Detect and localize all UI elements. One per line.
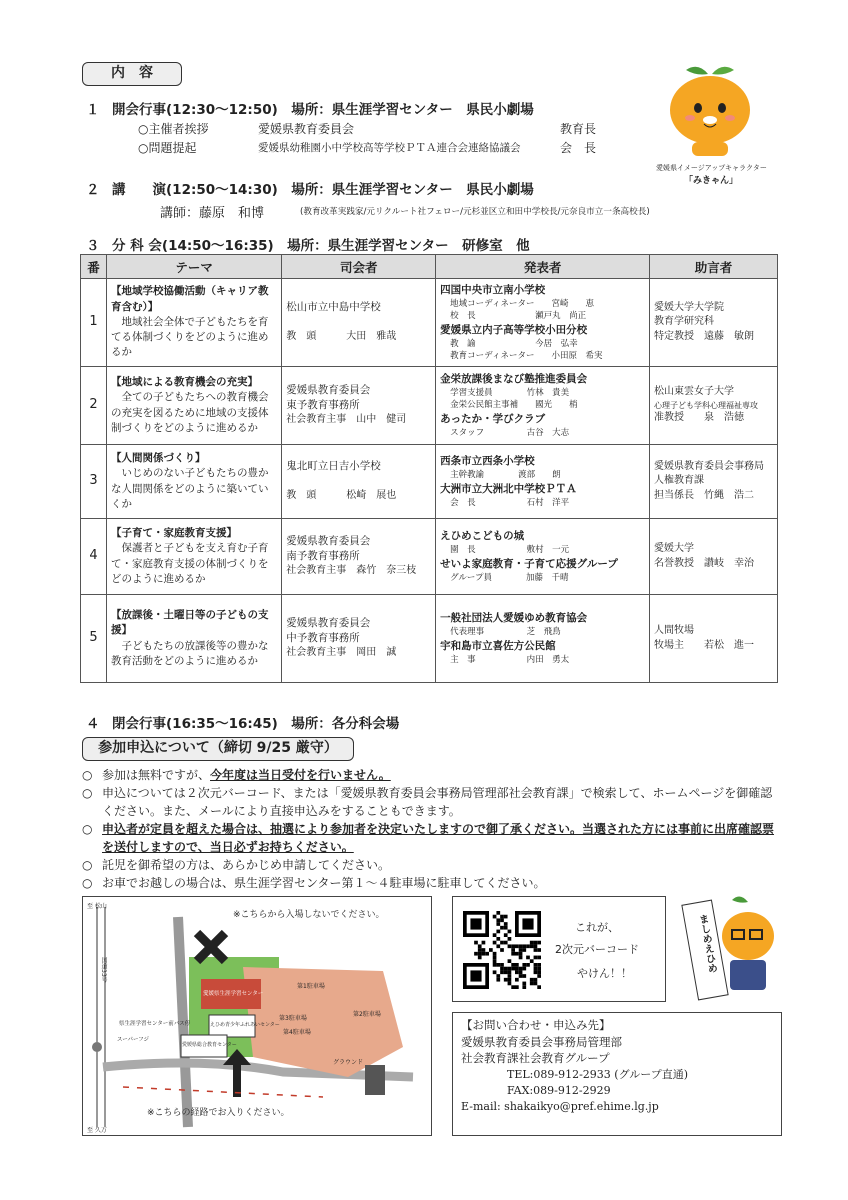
note-part: 申込については２次元バーコード、または「愛媛県教育委員会事務局管理部社会教育課」で検索して、ホームページを御確認ください。また、メールにより直接申込みをすることもできます。: [102, 786, 773, 818]
map-route33: 国道33号: [100, 957, 107, 983]
presenter-line: 金栄放課後まなび塾推進委員会: [440, 372, 588, 385]
host-line: 鬼北町立日吉小学校: [286, 459, 381, 472]
presenter-line: 金栄公民館主事補 國光 梢: [450, 400, 578, 411]
map-p3: 第3駐車場: [279, 1015, 307, 1022]
mascot-icon: [656, 60, 766, 160]
header-advisor: 助言者: [650, 255, 778, 279]
note-part: 参加は無料ですが、: [102, 768, 211, 782]
host-line: 中予教育事務所: [286, 632, 360, 644]
apply-heading: 参加申込について（締切 9/25 厳守）: [82, 737, 354, 761]
section-2-num: ２: [86, 182, 100, 198]
map-supermarket: スーパーフジ: [117, 1037, 149, 1043]
note-part: 今年度は当日受付を行いません。: [210, 768, 391, 782]
presenter-line: 四国中央市立南小学校: [440, 283, 546, 296]
cell-host: [282, 519, 436, 595]
map-p2: 第2駐車場: [353, 1011, 381, 1018]
cell-num: 3: [81, 445, 107, 519]
note-part: お車でお越しの場合は、県生涯学習センター第１～４駐車場に駐車してください。: [102, 876, 546, 890]
table-row: [81, 595, 778, 683]
map-center: 愛媛県生涯学習センター: [203, 991, 264, 997]
theme-title: 【子育て・家庭教育支援】: [110, 527, 237, 540]
bullet-circle-icon: ○: [82, 786, 93, 800]
bullet-circle-icon: ○: [82, 768, 93, 782]
apply-note-text: [102, 820, 782, 856]
presenter-line: 愛媛県立内子高等学校小田分校: [440, 323, 588, 336]
cell-num: 5: [81, 595, 107, 683]
mascot-sign: [676, 892, 780, 1010]
apply-note-text: [102, 766, 391, 784]
qr-text-2: 2次元バーコード: [555, 943, 639, 956]
table-row: [81, 367, 778, 445]
apply-note-text: [102, 874, 546, 892]
advisor-line: 教育学研究科: [654, 316, 715, 328]
contact-tel: TEL:089-912-2933 (グループ直通): [507, 1068, 688, 1082]
qr-code-icon[interactable]: [463, 911, 541, 989]
presenter-line: 校 長 瀬戸丸 尚正: [450, 311, 587, 322]
contact-line2: 社会教育課社会教育グループ: [461, 1051, 610, 1066]
contact-line1: 愛媛県教育委員会事務局管理部: [461, 1034, 622, 1049]
presenter-line: 学習支援員 竹林 貴美: [450, 388, 570, 399]
cell-theme: [106, 279, 281, 367]
access-map: [82, 896, 432, 1136]
section-2-title: 講 演(12:50～14:30) 場所：県生涯学習センター 県民小劇場: [112, 182, 534, 198]
cell-presenter: [436, 367, 650, 445]
breakout-table: [80, 254, 778, 683]
apply-note: [82, 874, 782, 892]
cell-advisor: [650, 367, 778, 445]
s1-row2-role: 会 長: [560, 141, 597, 155]
map-p4: 第4駐車場: [283, 1029, 311, 1036]
apply-notes: [82, 766, 782, 892]
theme-title: 【放課後・土曜日等の子どもの支援】: [110, 609, 269, 637]
apply-note: [82, 856, 782, 874]
presenter-line: 西条市立西条小学校: [440, 454, 535, 467]
header-theme: テーマ: [106, 255, 281, 279]
theme-text: 保護者と子どもを支え育む子育て・家庭教育支援の体制づくりをどのように進めるか: [110, 542, 269, 585]
map-ground: グラウンド: [333, 1059, 364, 1066]
apply-note: [82, 766, 782, 784]
host-line: [286, 474, 431, 489]
map-to-kuma: 至 久万: [87, 1127, 107, 1134]
presenter-line: 園 長 敷村 一元: [450, 545, 570, 556]
presenter-line: 地域コーディネーター 宮崎 恵: [450, 298, 594, 309]
cell-num: 2: [81, 367, 107, 445]
host-line: 教 頭 松崎 展也: [286, 490, 397, 502]
presenter-line: 会 長 石村 洋平: [450, 497, 570, 508]
host-line: 教 頭 大田 雅哉: [286, 331, 397, 343]
cell-presenter: [436, 595, 650, 683]
presenter-line: 宇和島市立喜佐方公民館: [440, 639, 556, 652]
presenter-line: 主幹教諭 渡部 朗: [450, 470, 561, 481]
map-p1: 第1駐車場: [297, 983, 325, 990]
theme-text: 地域社会全体で子どもたちを育てる体制づくりをどのように進めるか: [110, 315, 269, 359]
table-row: [81, 279, 778, 367]
bullet-circle-icon: ○: [82, 876, 93, 890]
mascot-sign-icon: [676, 892, 780, 1010]
map-to-matsuyama: 至 松山: [87, 903, 107, 910]
advisor-line: 愛媛県教育委員会事務局: [654, 460, 765, 472]
apply-note: [82, 820, 782, 856]
section-1-title: 開会行事(12:30～12:50) 場所：県生涯学習センター 県民小劇場: [112, 102, 534, 118]
host-line: [286, 315, 431, 330]
presenter-line: 一般社団法人愛媛ゆめ教育協会: [440, 611, 588, 624]
advisor-line: 准教授 泉 浩徳: [654, 412, 745, 424]
advisor-line: 人権教育課: [654, 475, 705, 487]
header-host: 司会者: [282, 255, 436, 279]
cell-presenter: [436, 279, 650, 367]
host-line: 社会教育主事 岡田 誠: [286, 647, 397, 659]
apply-note: [82, 784, 782, 820]
presenter-line: せいよ家庭教育・子育て応援グループ: [440, 557, 618, 570]
theme-text: いじめのない子どもたちの豊かな人間関係をどのように築いていくか: [110, 467, 269, 510]
advisor-line: 愛媛大学: [654, 543, 695, 554]
cell-host: [282, 279, 436, 367]
advisor-line: 松山東雲女子大学: [654, 386, 735, 398]
qr-box: [452, 896, 666, 1002]
presenter-line: 教育コーディネーター 小田原 希実: [450, 351, 603, 362]
host-line: 東予教育事務所: [286, 399, 360, 411]
cell-advisor: [650, 595, 778, 683]
bullet-circle-icon: ○: [82, 822, 93, 836]
map-youth: えひめ青少年ふれあいセンター: [210, 1022, 280, 1028]
cell-num: 4: [81, 519, 107, 595]
advisor-line: 愛媛大学大学院: [654, 301, 725, 313]
apply-note-text: [102, 784, 782, 820]
cell-theme: [106, 445, 281, 519]
header-presenter: 発表者: [436, 255, 650, 279]
presenter-line: グループ員 加藤 千晴: [450, 572, 569, 583]
cell-advisor: [650, 445, 778, 519]
note-part: 申込者が定員を超えた場合は、抽選により参加者を決定いたしますので御了承ください。当選された方には事前に出席確認票を送付しますので、当日必ずお持ちください。: [102, 822, 775, 854]
theme-title: 【地域による教育機会の充実】: [110, 376, 258, 389]
sign-text: ましめえひめ: [695, 913, 718, 975]
mascot-mikyan: [656, 60, 766, 186]
presenter-line: 大洲市立大洲北中学校ＰＴＡ: [440, 482, 577, 495]
map-no-entry: ※こちらから入場しないでください。: [233, 910, 385, 920]
section-3-num: ３: [86, 238, 100, 254]
advisor-line: 人間牧場: [654, 625, 695, 636]
presenter-line: 主 事 内田 勇太: [450, 654, 570, 665]
qr-text-1: これが、: [575, 921, 619, 934]
advisor-line: 特定教授 遠藤 敏朗: [654, 330, 755, 342]
table-row: [81, 519, 778, 595]
presenter-line: えひめこどもの城: [440, 529, 525, 542]
host-line: 社会教育主事 山中 健司: [286, 414, 407, 426]
cell-theme: [106, 367, 281, 445]
s1-row2-org: 愛媛県幼稚園小中学校高等学校ＰＴＡ連合会連絡協議会: [258, 142, 521, 154]
mascot-caption-1: 愛媛県イメージアップキャラクター: [656, 164, 767, 172]
cell-num: 1: [81, 279, 107, 367]
header-num: 番: [81, 255, 107, 279]
host-line: 松山市立中島中学校: [286, 300, 381, 313]
cell-host: [282, 445, 436, 519]
section-1-num: １: [86, 102, 100, 118]
table-row: [81, 445, 778, 519]
presenter-line: 教 諭 今居 弘幸: [450, 338, 578, 349]
contact-title: 【お問い合わせ・申込み先】: [461, 1018, 611, 1032]
s1-row2-mark: ○問題提起: [138, 141, 197, 155]
map-edu-center: 愛媛県総合教育センター: [182, 1042, 237, 1048]
host-line: 愛媛県教育委員会: [286, 616, 371, 629]
map-bus-stop: 県生涯学習センター前バス停: [119, 1021, 191, 1027]
qr-text-3: やけん！！: [577, 967, 632, 980]
contact-box: [452, 1012, 782, 1136]
host-line: 南予教育事務所: [286, 550, 360, 562]
contact-fax: FAX:089-912-2929: [507, 1083, 611, 1097]
theme-title: 【地域学校協働活動（キャリア教育含む）】: [110, 285, 269, 313]
advisor-line: 名誉教授 讃岐 幸治: [654, 557, 755, 569]
cell-presenter: [436, 445, 650, 519]
host-line: 愛媛県教育委員会: [286, 383, 371, 396]
map-entry: ※こちらの経路でお入りください。: [147, 1108, 290, 1118]
contact-email[interactable]: E-mail: shakaikyo@pref.ehime.lg.jp: [461, 1099, 659, 1113]
section-4-num: ４: [86, 716, 100, 732]
apply-note-text: [102, 856, 390, 874]
presenter-line: スタッフ 古谷 大志: [450, 427, 570, 438]
cell-host: [282, 367, 436, 445]
s1-row1-mark: ○主催者挨拶: [138, 122, 209, 136]
presenter-line: あったか・学びクラブ: [440, 412, 546, 425]
theme-title: 【人間関係づくり】: [110, 452, 206, 465]
lecturer-note: (教育改革実践家/元リクルート社フェロー/元杉並区立和田中学校長/元奈良市立一条高校長): [300, 207, 650, 217]
host-line: 社会教育主事 森竹 奈三枝: [286, 565, 417, 577]
s1-row1-role: 教育長: [560, 122, 597, 136]
advisor-line: 担当係長 竹縄 浩二: [654, 489, 755, 501]
cell-advisor: [650, 279, 778, 367]
cell-theme: [106, 519, 281, 595]
s1-row1-org: 愛媛県教育委員会: [258, 122, 355, 136]
cell-advisor: [650, 519, 778, 595]
note-part: 託児を御希望の方は、あらかじめ申請してください。: [102, 858, 391, 872]
advisor-line: 心理子ども学科心理福祉専攻: [654, 400, 759, 410]
theme-text: 全ての子どもたちへの教育機会の充実を図るために地域の支援体制づくりをどのように進めるか: [110, 391, 269, 434]
cell-theme: [106, 595, 281, 683]
cell-presenter: [436, 519, 650, 595]
section-3-title: 分 科 会(14:50～16:35) 場所：県生涯学習センター 研修室 他: [112, 238, 530, 254]
cell-host: [282, 595, 436, 683]
table-header-row: [81, 255, 778, 279]
advisor-line: 牧場主 若松 進一: [654, 639, 755, 651]
content-heading: 内 容: [82, 62, 182, 86]
host-line: 愛媛県教育委員会: [286, 534, 371, 547]
bullet-circle-icon: ○: [82, 858, 93, 872]
lecturer-name: 講師：藤原 和博: [160, 206, 265, 221]
section-4-title: 閉会行事(16:35～16:45) 場所：各分科会場: [112, 716, 400, 732]
presenter-line: 代表理事 芝 飛鳥: [450, 627, 561, 638]
theme-text: 子どもたちの放課後等の豊かな教育活動をどのように進めるか: [110, 639, 269, 667]
mascot-caption-2: 「みきゃん」: [683, 176, 738, 186]
